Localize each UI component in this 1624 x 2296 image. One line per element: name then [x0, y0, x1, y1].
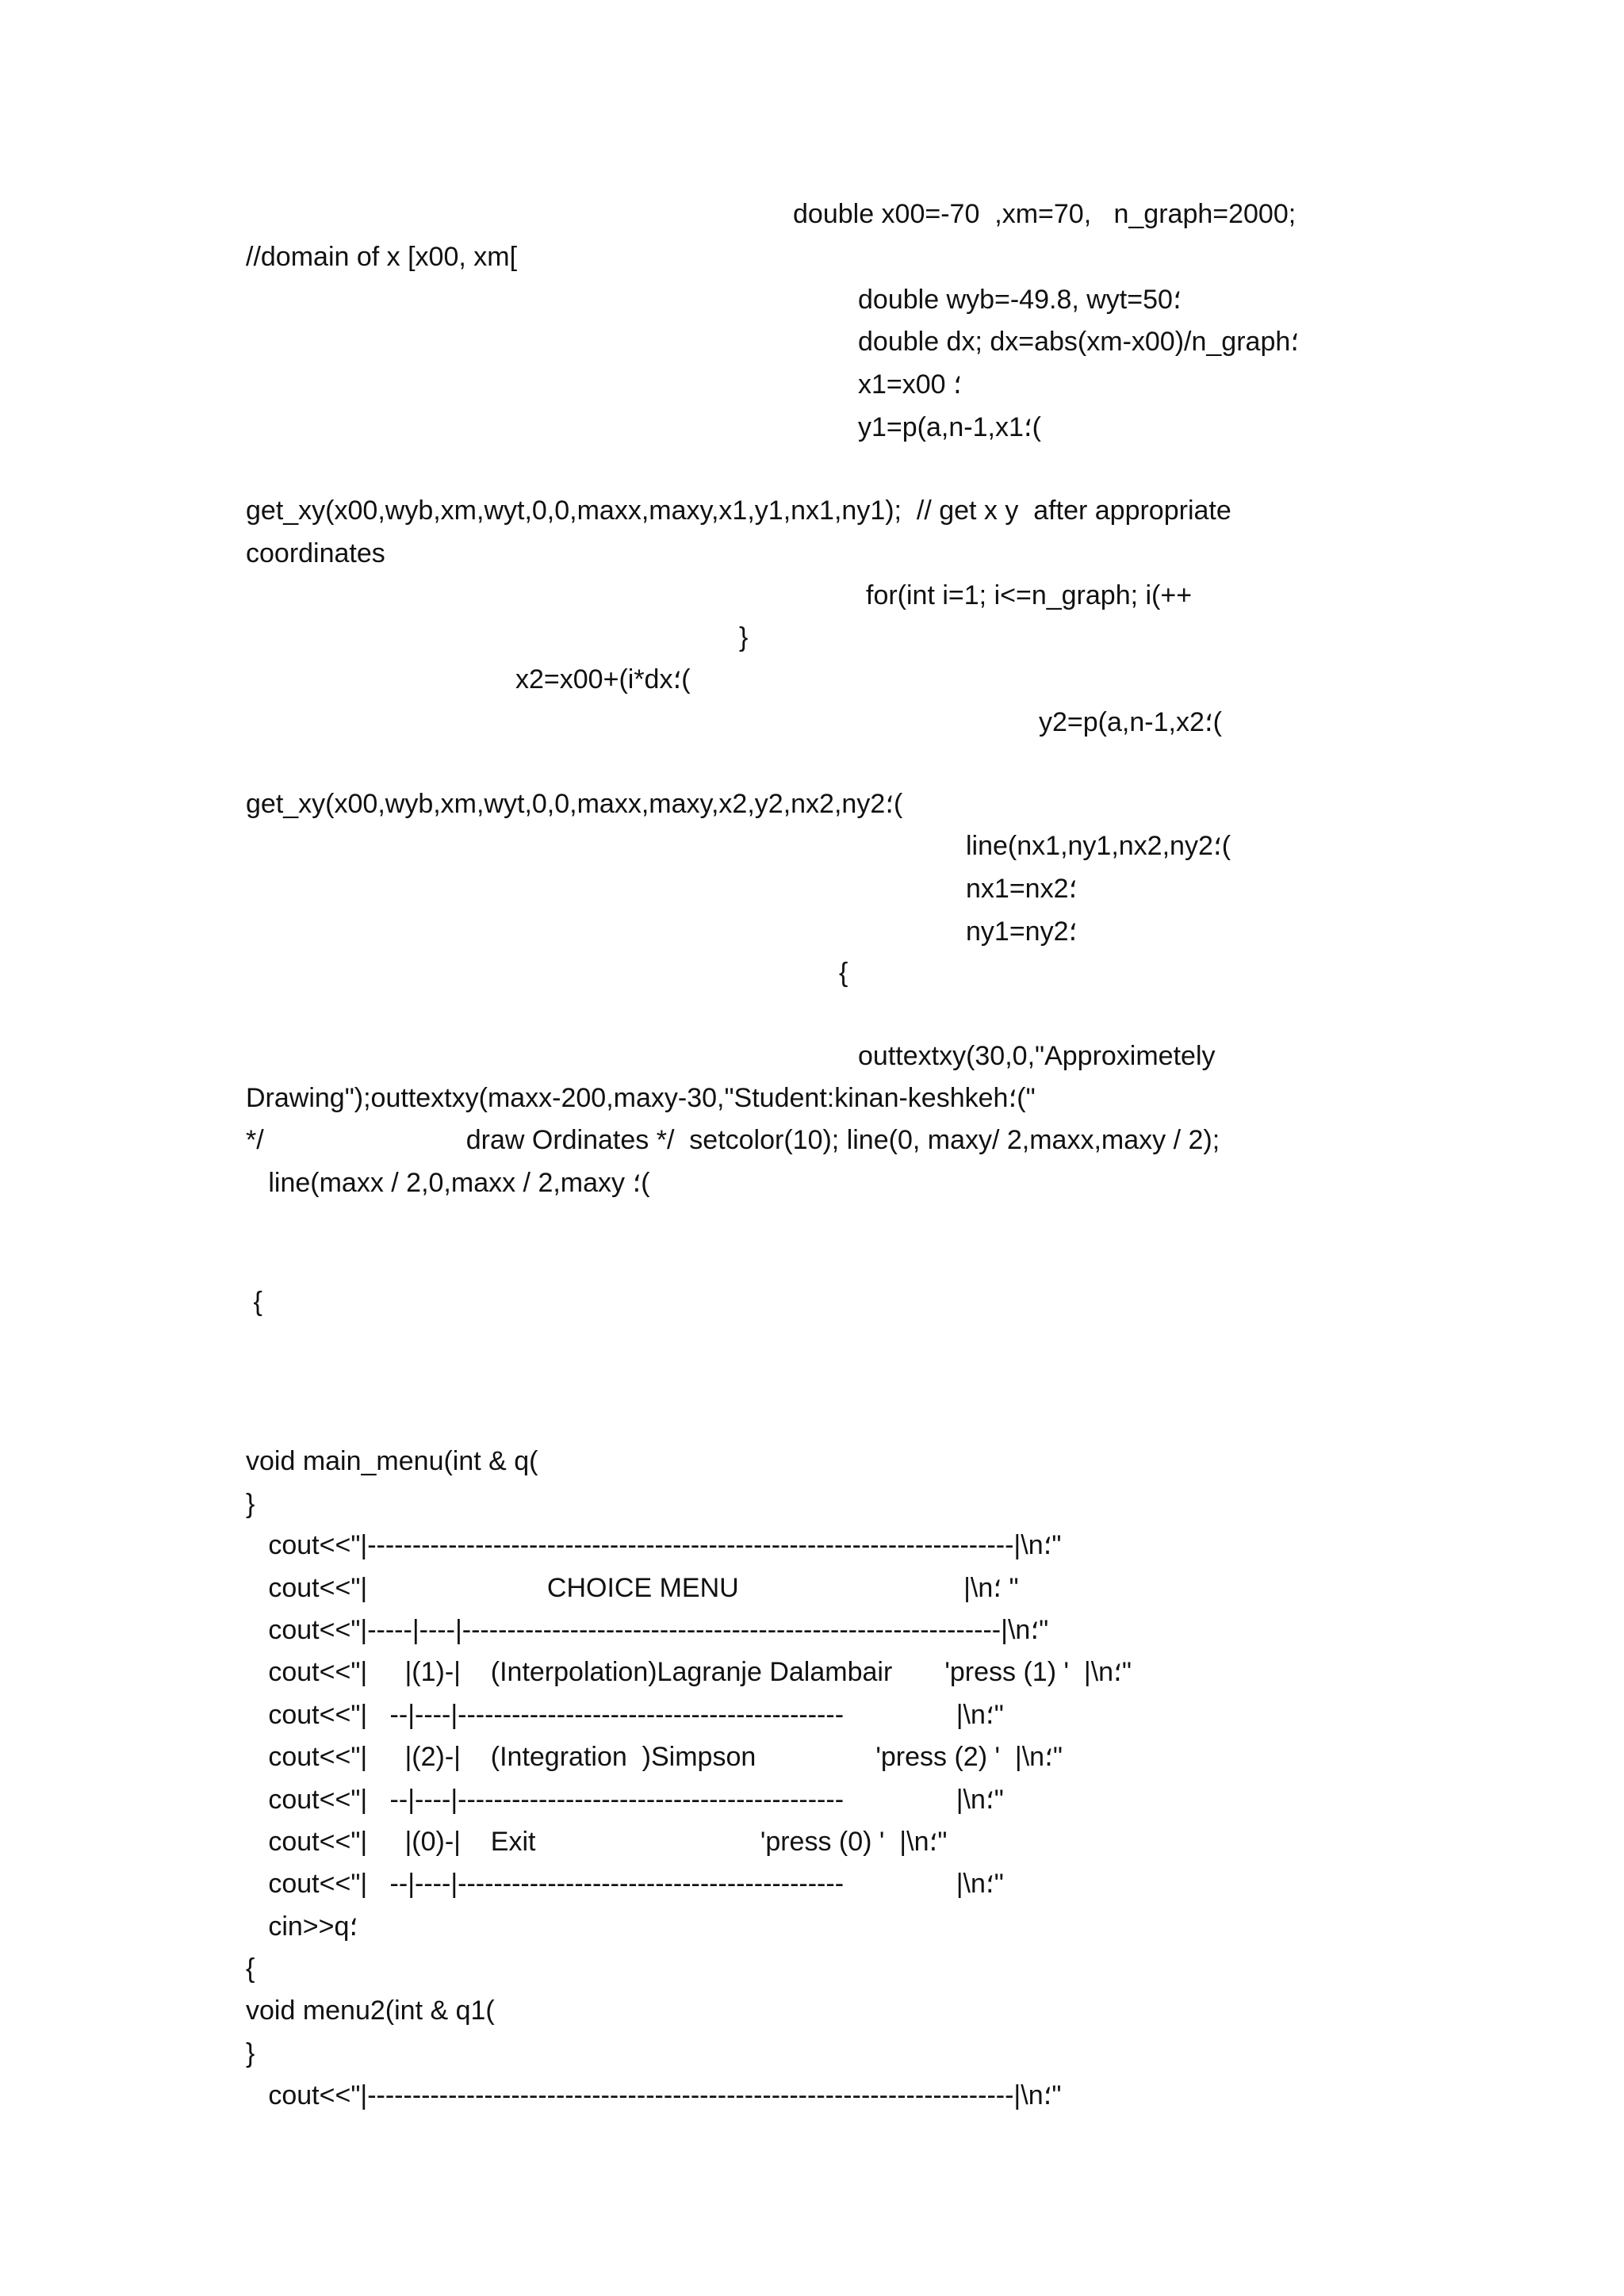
code-line: line(maxx / 2,0,maxx / 2,maxy ؛( — [246, 1168, 650, 1198]
code-line: double x00=-70 ,xm=70, n_graph=2000; — [793, 199, 1297, 229]
code-line: { — [246, 1287, 262, 1317]
code-line: outtextxy(30,0,"Approximetely — [858, 1041, 1216, 1071]
code-line: x2=x00+(i*dx؛( — [515, 664, 691, 695]
code-line: cout<<"|------------------------------------------------------------------------|\n؛" — [246, 2080, 1062, 2110]
code-line: cout<<"| --|----|------------------------------------------- |\n؛" — [246, 1785, 1004, 1815]
code-line: cout<<"|------------------------------------------------------------------------|\n؛" — [246, 1530, 1062, 1560]
code-line: cin>>q؛ — [246, 1911, 358, 1942]
code-line: line(nx1,ny1,nx2,ny2؛( — [966, 831, 1231, 861]
code-line: } — [246, 2038, 255, 2068]
code-line: double wyb=-49.8, wyt=50؛ — [858, 285, 1182, 315]
code-line: cout<<"| --|----|------------------------------------------- |\n؛" — [246, 1700, 1004, 1730]
code-line: cout<<"| --|----|------------------------------------------- |\n؛" — [246, 1869, 1004, 1899]
code-line: cout<<"| |(0)-| Exit 'press (0) ' |\n؛" — [246, 1827, 948, 1857]
code-line: } — [246, 1489, 255, 1519]
code-line: for(int i=1; i<=n_graph; i(++ — [866, 580, 1193, 610]
code-line: cout<<"| |(1)-| (Interpolation)Lagranje Dalambair 'press (1) ' |\n؛" — [246, 1657, 1132, 1687]
code-line: cout<<"|-----|----|------------------------------------------------------------|\n؛" — [246, 1615, 1049, 1645]
code-line: y1=p(a,n-1,x1؛( — [858, 412, 1041, 442]
code-line: ny1=ny2؛ — [966, 916, 1078, 947]
code-line: { — [246, 1954, 255, 1984]
code-line: nx1=nx2؛ — [966, 874, 1078, 904]
code-line: //domain of x [x00, xm[ — [246, 242, 518, 272]
code-line: y2=p(a,n-1,x2؛( — [1039, 707, 1222, 737]
code-line: cout<<"| CHOICE MENU |\n؛ " — [246, 1573, 1019, 1603]
code-line: x1=x00 ؛ — [858, 369, 962, 400]
code-line: */ draw Ordinates */ setcolor(10); line(0, maxy/ 2,maxx,maxy / 2); — [246, 1125, 1220, 1155]
code-line: } — [739, 622, 749, 652]
code-line: { — [839, 958, 848, 988]
code-line: Drawing");outtextxy(maxx-200,maxy-30,"Student:kinan-keshkeh؛(" — [246, 1083, 1036, 1113]
code-line: get_xy(x00,wyb,xm,wyt,0,0,maxx,maxy,x1,y1,nx1,ny1); // get x y after appropriate — [246, 496, 1231, 526]
code-line: cout<<"| |(2)-| (Integration )Simpson 'press (2) ' |\n؛" — [246, 1742, 1063, 1772]
code-line: coordinates — [246, 538, 385, 568]
code-line: double dx; dx=abs(xm-x00)/n_graph؛ — [858, 327, 1300, 357]
code-line: get_xy(x00,wyb,xm,wyt,0,0,maxx,maxy,x2,y2,nx2,ny2؛( — [246, 789, 903, 819]
code-line: void main_menu(int & q( — [246, 1446, 538, 1476]
code-line: void menu2(int & q1( — [246, 1996, 495, 2026]
